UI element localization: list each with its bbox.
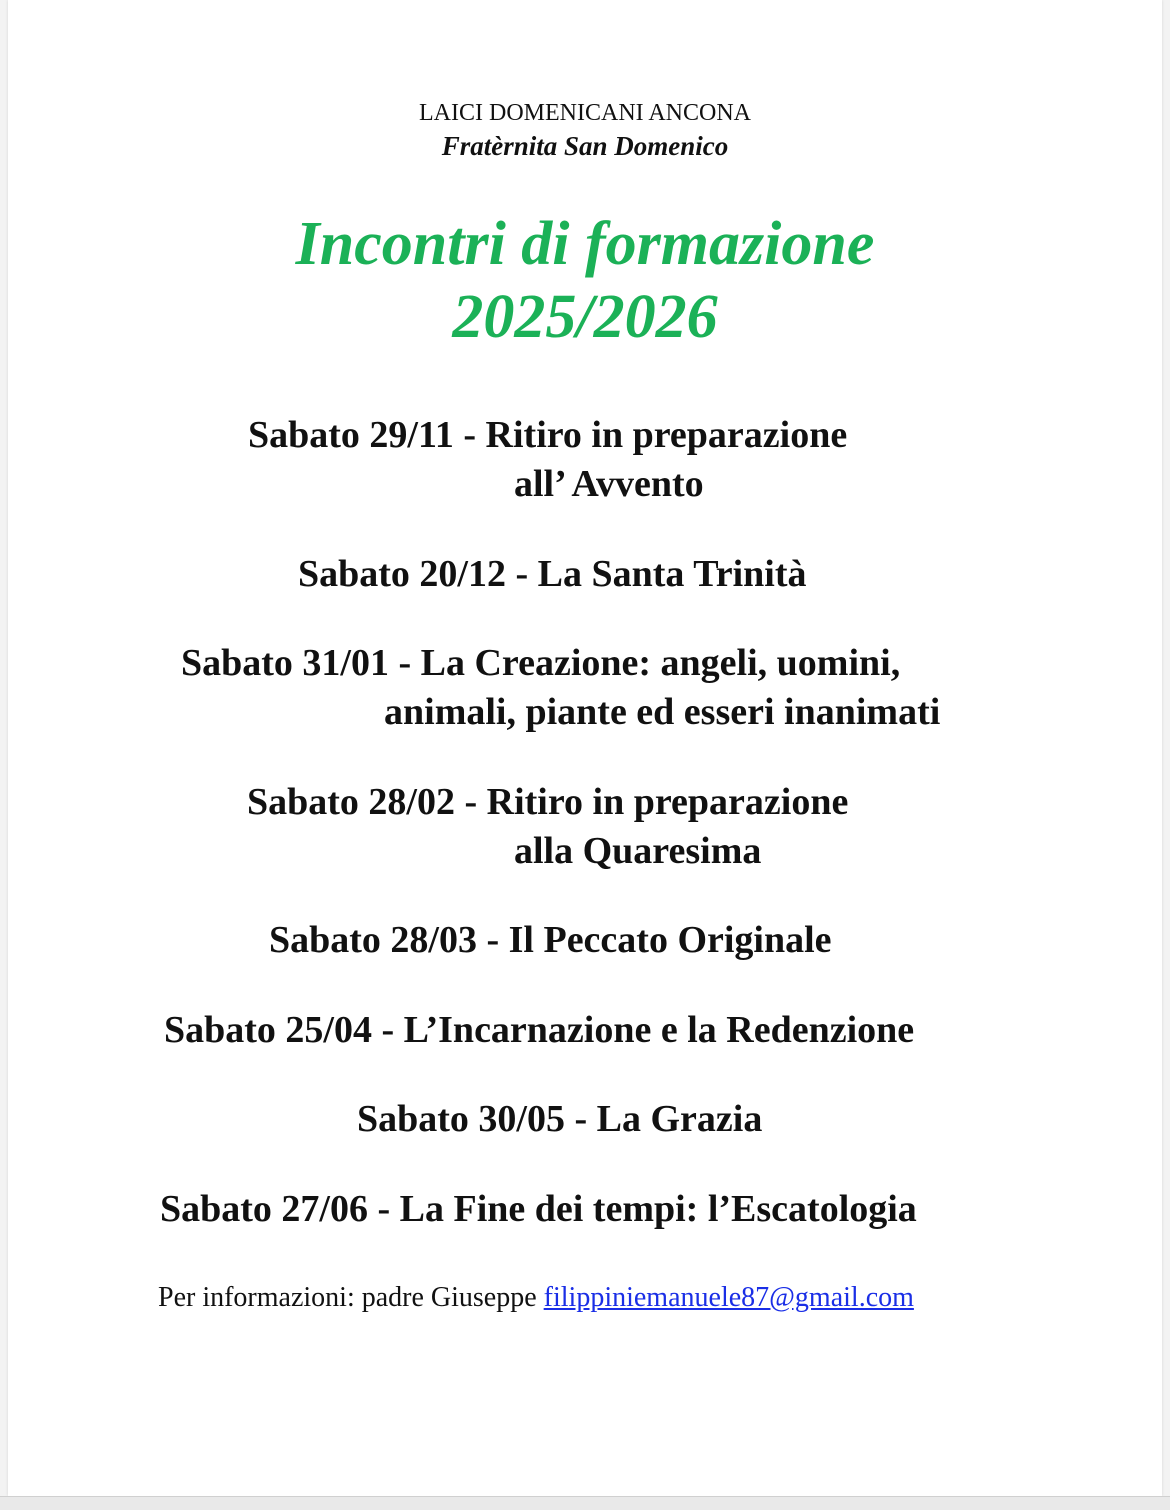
event-3-date-topic: Sabato 31/01 - La Creazione: angeli, uomini, bbox=[181, 642, 901, 684]
viewer-bottom-edge bbox=[0, 1496, 1170, 1510]
event-3-topic-cont: animali, piante ed esseri inanimati bbox=[384, 691, 941, 733]
event-4-topic-cont: alla Quaresima bbox=[514, 830, 762, 872]
main-title: Incontri di formazione bbox=[295, 210, 875, 278]
event-1-topic-cont: all’ Avvento bbox=[514, 463, 704, 505]
contact-info bbox=[158, 1284, 914, 1312]
event-2-date-topic: Sabato 20/12 - La Santa Trinità bbox=[298, 553, 807, 595]
event-5-date-topic: Sabato 28/03 - Il Peccato Originale bbox=[269, 919, 832, 961]
event-6-date-topic: Sabato 25/04 - L’Incarnazione e la Redenzione bbox=[164, 1009, 915, 1051]
organization-name: LAICI DOMENICANI ANCONA bbox=[419, 100, 751, 126]
main-title-year: 2025/2026 bbox=[452, 283, 718, 351]
email-link[interactable]: filippiniemanuele87@gmail.com bbox=[543, 1282, 914, 1313]
event-8-date-topic: Sabato 27/06 - La Fine dei tempi: l’Escatologia bbox=[160, 1188, 917, 1230]
event-1-date-topic: Sabato 29/11 - Ritiro in preparazione bbox=[248, 414, 848, 456]
fraternity-name: Fratèrnita San Domenico bbox=[441, 131, 729, 161]
document-page bbox=[8, 0, 1162, 1496]
contact-label: Per informazioni: padre Giuseppe bbox=[158, 1282, 537, 1313]
event-7-date-topic: Sabato 30/05 - La Grazia bbox=[357, 1098, 763, 1140]
event-4-date-topic: Sabato 28/02 - Ritiro in preparazione bbox=[247, 781, 849, 823]
